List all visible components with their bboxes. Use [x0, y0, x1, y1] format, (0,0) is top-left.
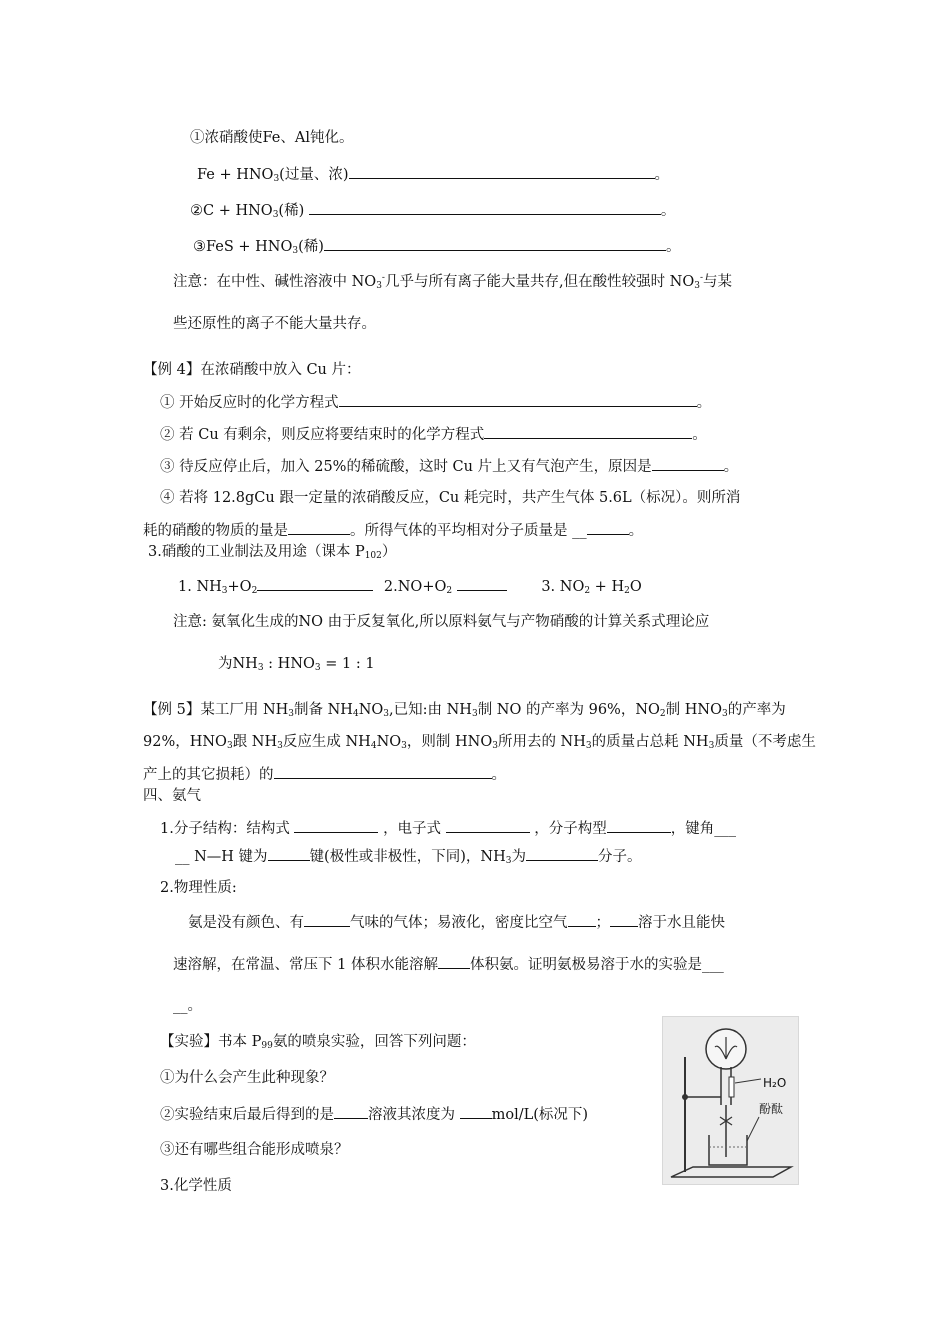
answer-blank[interactable] [607, 818, 671, 833]
answer-blank[interactable] [446, 818, 530, 833]
answer-blank[interactable] [438, 954, 470, 969]
ratio-line: 为$NH_3$ : $HNO_3 = 1$ : 1 [218, 656, 375, 673]
answer-blank[interactable] [268, 846, 310, 861]
chemical-properties-title: 3.化学性质 [160, 1178, 232, 1194]
answer-blank[interactable] [309, 200, 661, 215]
answer-blank[interactable] [526, 846, 598, 861]
experiment-q1: ①为什么会产生此种现象？ [160, 1070, 334, 1086]
example4-q1: ① 开始反应时的化学方程式 。 [160, 392, 711, 413]
answer-blank[interactable] [304, 912, 350, 927]
answer-blank[interactable] [568, 912, 596, 927]
example5-line2: 92%，$HNO_3$跟 $NH_3$反应生成 $NH_4NO_3$，则制 $HNO_3$所用去的 $NH_3$的质量占总耗 $NH_3$质量（不考虑生 [143, 734, 816, 751]
experiment-q2: ②实验结束后最后得到的是 溶液其浓度为 mol/L(标况下) [160, 1104, 588, 1125]
passivation-line: ①浓硝酸使Fe、Al钝化。 [190, 130, 354, 146]
section3-title: 3.硝酸的工业制法及用途（课本 $P_{102}$） [148, 544, 397, 561]
industrial-reactions: 1. $NH_3+O_2$ $2.NO+O_2$ 3. $NO_2 + H_2O$ [178, 576, 642, 597]
fe-hno3-equation: $Fe + HNO_3$(过量、浓) 。 [197, 164, 669, 185]
answer-blank[interactable] [587, 520, 629, 535]
example4-q3: ③ 待反应停止后，加入 25%的稀硫酸，这时 Cu 片上又有气泡产生，原因是 。 [160, 456, 738, 477]
physical-properties-l1: 氨是没有颜色、有 气味的气体；易液化，密度比空气 ； 溶于水且能快 [188, 912, 725, 933]
fes-hno3-equation: ③FeS + $HNO_3$(稀) 。 [193, 236, 680, 257]
molecular-structure: 1.分子结构：结构式 ，电子式 ，分子构型 ，键角___ [160, 818, 736, 839]
note-nitrate-cont: 些还原性的离子不能大量共存。 [173, 316, 376, 332]
example4-heading: 【例 4】在浓硝酸中放入 Cu 片： [143, 362, 361, 378]
answer-blank[interactable] [484, 424, 692, 439]
example5-line3: 产上的其它损耗）的 。 [143, 764, 506, 785]
experiment-heading: 【实验】书本 $P_{99}$氨的喷泉实验，回答下列问题： [160, 1034, 476, 1051]
section4-title: 四、氨气 [143, 788, 201, 804]
answer-blank[interactable] [460, 1104, 492, 1119]
molecular-structure-cont: __ N—H 键为 键(极性或非极性，下同)，$NH_3$为 分子。 [175, 846, 641, 867]
water-label: H₂O [763, 1076, 787, 1090]
physical-properties-l3: __。 [173, 998, 202, 1014]
experiment-q3: ③还有哪些组合能形成喷泉？ [160, 1142, 349, 1158]
note-ammonia-oxidation: 注意: 氨氧化生成的NO 由于反复氧化,所以原料氨气与产物硝酸的计算关系式理论应 [173, 614, 710, 630]
answer-blank[interactable] [288, 520, 350, 535]
fountain-apparatus-drawing [663, 1017, 798, 1184]
physical-properties-title: 2.物理性质: [160, 880, 237, 896]
answer-blank[interactable] [339, 392, 697, 407]
c-hno3-equation: ②C + $HNO_3$(稀) 。 [190, 200, 675, 221]
answer-blank[interactable] [652, 456, 724, 471]
example5-line1: 【例 5】某工厂用 $NH_3$制备 $NH_4NO_3$,已知:由 $NH_3$制 NO 的产率为 96%，$NO_2$制 $HNO_3$的产率为 [143, 702, 786, 719]
example4-q2: ② 若 Cu 有剩余，则反应将要结束时的化学方程式 。 [160, 424, 707, 445]
answer-blank[interactable] [274, 764, 492, 779]
indicator-label: 酚酞 [759, 1102, 784, 1116]
note-nitrate: 注意：在中性、碱性溶液中 $NO_3^-$几乎与所有离子能大量共存,但在酸性较强时 $NO_3^-$与某 [173, 273, 733, 291]
example4-q4-cont: 耗的硝酸的物质的量是 。所得气体的平均相对分子质量是 __ 。 [143, 520, 643, 541]
answer-blank[interactable] [349, 164, 655, 179]
answer-blank[interactable] [457, 576, 507, 591]
fountain-experiment-figure [662, 1016, 799, 1185]
answer-blank[interactable] [294, 818, 378, 833]
answer-blank[interactable] [257, 576, 373, 591]
answer-blank[interactable] [334, 1104, 368, 1119]
answer-blank[interactable] [324, 236, 666, 251]
answer-blank[interactable] [610, 912, 638, 927]
physical-properties-l2: 速溶解，在常温、常压下 1 体积水能溶解 体积氨。证明氨极易溶于水的实验是___ [173, 954, 724, 975]
example4-q4: ④ 若将 12.8gCu 跟一定量的浓硝酸反应，Cu 耗完时，共产生气体 5.6L（标况）。则所消 [160, 490, 741, 506]
